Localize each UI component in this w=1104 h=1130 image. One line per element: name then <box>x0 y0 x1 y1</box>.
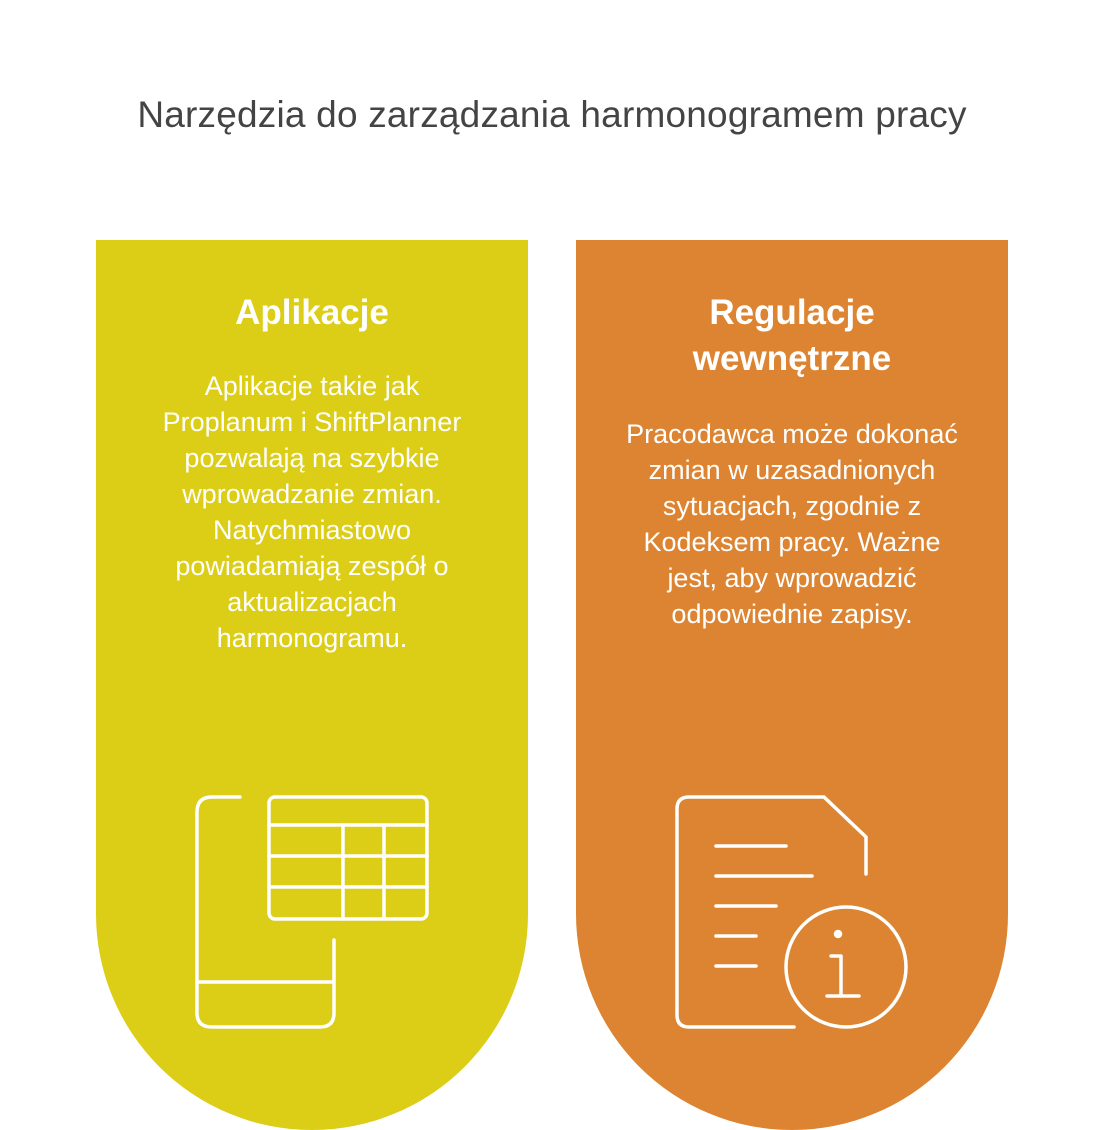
card-title: Regulacje wewnętrzne <box>692 293 892 378</box>
phone-spreadsheet-icon <box>194 794 434 1034</box>
card-title: Aplikacje <box>235 293 389 332</box>
card-applications <box>96 240 528 1130</box>
card-description: Aplikacje takie jak Proplanum i ShiftPlanner pozwalają na szybkie wprowadzanie zmian. Natychmiastowo powiadamiają zespół o aktualizacjach harmonogramu. <box>162 371 462 653</box>
page-title: Narzędzia do zarządzania harmonogramem pracy <box>137 94 967 135</box>
card-internal-regulations <box>576 240 1008 1130</box>
document-info-icon <box>674 794 914 1034</box>
card-description: Pracodawca może dokonać zmian w uzasadnionych sytuacjach, zgodnie z Kodeksem pracy. Ważne jest, aby wprowadzić odpowiednie zapisy. <box>626 419 958 629</box>
